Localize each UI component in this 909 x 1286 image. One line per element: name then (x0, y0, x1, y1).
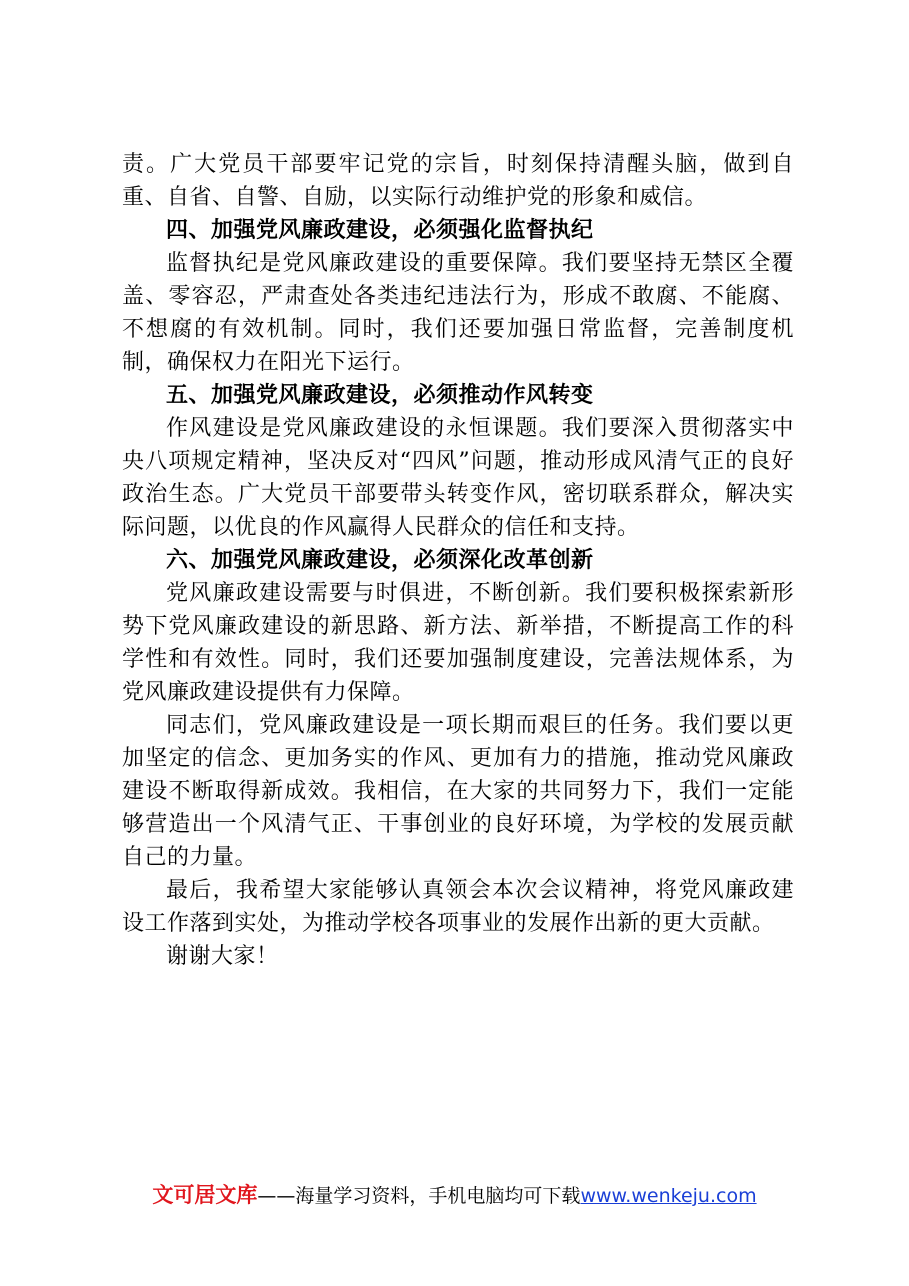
footer-banner (0, 1181, 909, 1210)
footer-tagline: ——海量学习资料，手机电脑均可下载 (257, 1185, 581, 1207)
paragraph-supervision: 监督执纪是党风廉政建设的重要保障。我们要坚持无禁区全覆盖、零容忍，严肃查处各类违纪违法行为，形成不敢腐、不能腐、不想腐的有效机制。同时，我们还要加强日常监督，完善制度机制，确保权力在阳光下运行。 (122, 251, 794, 375)
section-heading-5: 五、加强党风廉政建设，必须推动作风转变 (166, 383, 594, 408)
section-heading-6: 六、加强党风廉政建设，必须深化改革创新 (166, 548, 594, 573)
paragraph-comrades: 同志们，党风廉政建设是一项长期而艰巨的任务。我们要以更加坚定的信念、更加务实的作风、更加有力的措施，推动党风廉政建设不断取得新成效。我相信，在大家的共同努力下，我们一定能够营造出一个风清气正、干事创业的良好环境，为学校的发展贡献自己的力量。 (122, 713, 794, 870)
paragraph-work-style: 作风建设是党风廉政建设的永恒课题。我们要深入贯彻落实中央八项规定精神，坚决反对“四风”问题，推动形成风清气正的良好政治生态。广大党员干部要带头转变作风，密切联系群众，解决实际问题，以优良的作风赢得人民群众的信任和支持。 (122, 416, 794, 540)
section-heading-4: 四、加强党风廉政建设，必须强化监督执纪 (166, 218, 594, 243)
document-body (122, 148, 794, 973)
paragraph-reform: 党风廉政建设需要与时俱进，不断创新。我们要积极探索新形势下党风廉政建设的新思路、新方法、新举措，不断提高工作的科学性和有效性。同时，我们还要加强制度建设，完善法规体系，为党风廉政建设提供有力保障。 (122, 581, 794, 705)
paragraph-finally: 最后，我希望大家能够认真领会本次会议精神，将党风廉政建设工作落到实处，为推动学校各项事业的发展作出新的更大贡献。 (122, 878, 794, 936)
paragraph-continuation: 责。广大党员干部要牢记党的宗旨，时刻保持清醒头脑，做到自重、自省、自警、自励，以实际行动维护党的形象和威信。 (122, 152, 794, 210)
brand-name: 文可居文库 (152, 1183, 258, 1207)
paragraph-thanks: 谢谢大家！ (166, 944, 279, 969)
website-link[interactable]: www.wenkeju.com (580, 1185, 757, 1207)
